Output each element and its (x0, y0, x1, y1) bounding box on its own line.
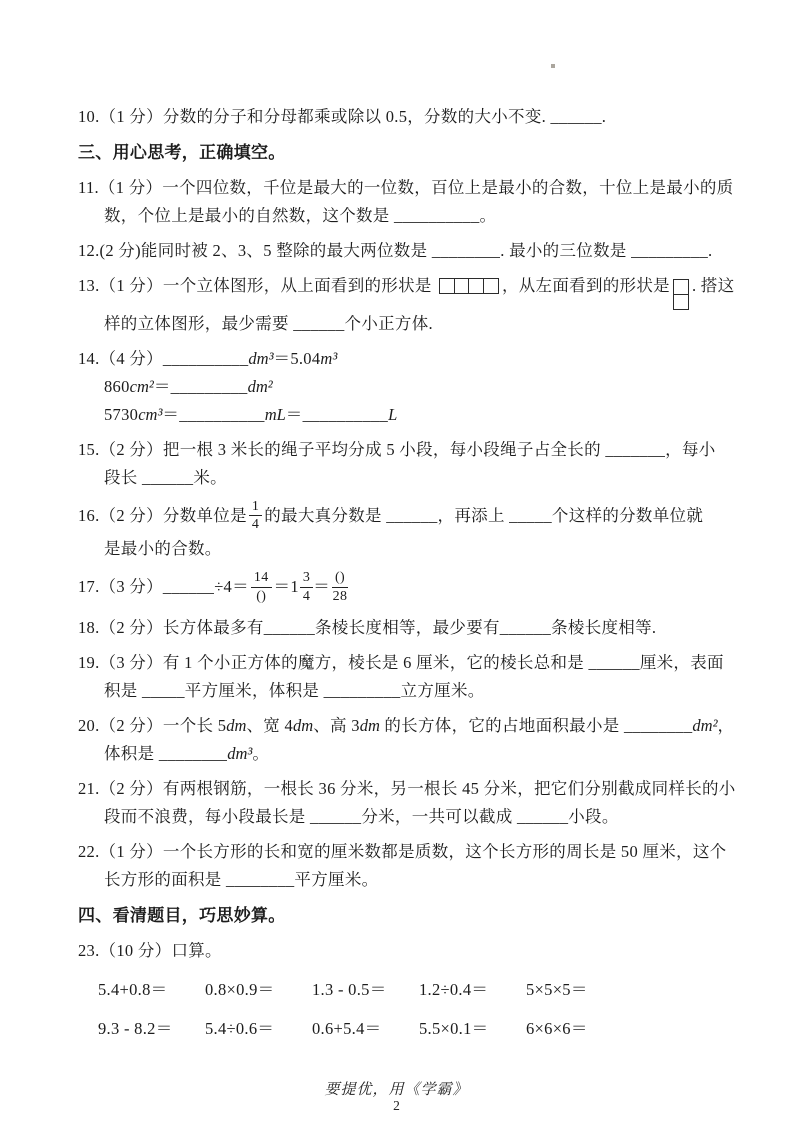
square-cell (454, 278, 470, 294)
oral-calc-item: 1.3 - 0.5＝ (312, 980, 387, 1000)
page-number: 2 (393, 1098, 400, 1113)
oral-calc-item: 0.6+5.4＝ (312, 1019, 382, 1039)
scan-artifact-dot (551, 64, 555, 68)
fraction-denominator: 4 (302, 588, 311, 604)
math-unit: dm³ (227, 744, 253, 764)
text-run: 、高 3 (313, 716, 360, 736)
oral-calc-item: 5.4+0.8＝ (98, 980, 168, 1000)
square-cell (468, 278, 484, 294)
q15-line2 (78, 464, 757, 492)
fraction-denominator: 4 (251, 517, 260, 532)
q23-oral-row2 (78, 1015, 757, 1043)
q19-line2 (78, 677, 757, 705)
text-run: 积是 _____平方厘米，体积是 _________立方厘米。 (104, 681, 485, 701)
math-unit: dm (226, 716, 247, 736)
fraction-numerator: 1 (249, 499, 262, 516)
text-run: 17.（3 分）______÷4＝ (78, 577, 249, 597)
q14-line1 (78, 345, 757, 373)
shape-row (439, 278, 499, 294)
mixed-whole: 1 (290, 577, 299, 597)
text-run: 16.（2 分）分数单位是 (78, 505, 247, 525)
text-run: 的长方体，它的占地面积最小是 ________ (379, 716, 693, 736)
math-unit: dm² (692, 716, 718, 736)
text-run: 样的立体图形，最少需要 ______个小正方体. (104, 313, 433, 333)
q23 (78, 937, 757, 965)
text-run: 12.(2 分)能同时被 2、3、5 整除的最大两位数是 ________. 最小的三位数是 _________. (78, 241, 713, 260)
q16-line2 (78, 535, 757, 563)
q10 (78, 103, 757, 131)
fraction-denominator: 28 (332, 588, 348, 604)
text-run: ＝ (273, 577, 291, 597)
text-run: 11.（1 分）一个四位数，千位是最大的一位数，百位上是最小的合数，十位上是最小的质 (78, 178, 734, 197)
text-run: 19.（3 分）有 1 个小正方体的魔方，棱长是 6 厘米，它的棱长总和是 ______厘米，表面 (78, 653, 724, 673)
oral-calc-item: 0.8×0.9＝ (205, 980, 275, 1000)
section-3-heading (78, 139, 757, 167)
fraction-numerator: 3 (300, 570, 313, 587)
q14-line2 (78, 373, 757, 401)
square-cell (483, 278, 499, 294)
q11-line2 (78, 202, 757, 230)
text-run: 是最小的合数。 (104, 539, 222, 559)
text-run: 18.（2 分）长方体最多有______条棱长度相等，最少要有______条棱长度相等. (78, 618, 657, 638)
text-run: ， (717, 716, 735, 736)
oral-calc-item: 5.4÷0.6＝ (205, 1019, 275, 1039)
text-run: ＝_________ (153, 376, 248, 396)
math-unit: dm² (247, 376, 273, 396)
square-cell (673, 279, 689, 295)
text-run: 体积是 ________ (104, 744, 228, 764)
text-run: 20.（2 分）一个长 5 (78, 716, 227, 736)
q17 (78, 570, 757, 607)
footer-slogan: 要提优，用《学霸》 (324, 1082, 469, 1098)
square-cell (439, 278, 455, 294)
text-run: 段长 ______米。 (104, 467, 227, 487)
text-run: . 搭这 (691, 276, 735, 295)
text-run: 15.（2 分）把一根 3 米长的绳子平均分成 5 小段，每小段绳子占全长的 _______，每小 (78, 439, 716, 459)
square-cell (673, 294, 689, 310)
q21-line2 (78, 803, 757, 831)
math-unit: dm (293, 716, 314, 736)
cube-view-side-shape (673, 279, 689, 310)
q22-line1 (78, 838, 757, 866)
section-4-heading (78, 902, 757, 930)
q19-line1 (78, 649, 757, 677)
fraction-numerator: 14 (251, 570, 272, 587)
fraction (249, 499, 262, 533)
q20-line1 (78, 712, 757, 740)
q20-line2 (78, 740, 757, 768)
oral-calc-item: 5×5×5＝ (526, 980, 588, 1000)
text-run: 长方形的面积是 ________平方厘米。 (104, 870, 379, 890)
text-run: 、宽 4 (246, 716, 294, 736)
text-run: 10.（1 分）分数的分子和分母都乘或除以 0.5，分数的大小不变. ______. (78, 107, 607, 126)
oral-calc-item: 9.3 - 8.2＝ (98, 1019, 173, 1039)
q13-line2 (78, 310, 757, 338)
text-run: 四、看清题目，巧思妙算。 (78, 906, 286, 926)
fraction (251, 570, 272, 604)
text-run: 13.（1 分）一个立体图形，从上面看到的形状是 (78, 276, 437, 295)
math-unit: dm³ (248, 348, 274, 368)
q16-line1 (78, 499, 757, 536)
q18 (78, 614, 757, 642)
oral-calc-item: 5.5×0.1＝ (419, 1019, 489, 1039)
text-run: ＝5.04 (273, 348, 321, 368)
math-unit: dm (359, 716, 380, 736)
text-run: 860 (104, 376, 130, 396)
math-unit: cm² (129, 376, 154, 396)
q22-line2 (78, 866, 757, 894)
math-unit: cm³ (138, 404, 163, 424)
cube-view-top-shape (439, 278, 499, 294)
math-unit: L (388, 404, 398, 424)
math-unit: m³ (320, 348, 338, 368)
text-run: ＝__________ (162, 404, 265, 424)
text-run: 。 (252, 744, 270, 764)
q12 (78, 237, 757, 265)
text-run: 5730 (104, 404, 139, 424)
text-run: ＝ (313, 577, 331, 597)
text-run: 段而不浪费，每小段最长是 ______分米，一共可以截成 ______小段。 (104, 807, 619, 827)
text-run: 23.（10 分）口算。 (78, 941, 222, 961)
shape-row (673, 294, 689, 310)
text-run: ＝__________ (285, 404, 389, 424)
shape-row (673, 279, 689, 295)
text-run: 14.（4 分）__________ (78, 348, 249, 368)
oral-calc-item: 6×6×6＝ (526, 1019, 588, 1039)
math-unit: mL (264, 404, 286, 424)
q11-line1 (78, 174, 757, 202)
q14-line3 (78, 401, 757, 429)
text-run: ，从左面看到的形状是 (501, 276, 670, 295)
oral-calc-item: 1.2÷0.4＝ (419, 980, 489, 1000)
fraction-numerator: () (332, 570, 348, 587)
mixed-number (290, 570, 313, 604)
fraction-denominator: () (256, 588, 267, 604)
q13-line1 (78, 272, 757, 310)
text-run: 21.（2 分）有两根钢筋，一根长 36 分米，另一根长 45 分米，把它们分别截成同样长的小 (78, 779, 736, 799)
fraction (332, 570, 348, 604)
fraction (300, 570, 313, 604)
text-run: 数，个位上是最小的自然数，这个数是 __________。 (104, 206, 497, 225)
q21-line1 (78, 775, 757, 803)
text-run: 的最大真分数是 ______，再添上 _____个这样的分数单位就 (264, 505, 704, 525)
q23-oral-row1 (78, 976, 757, 1004)
q15-line1 (78, 436, 757, 464)
text-run: 三、用心思考，正确填空。 (78, 143, 286, 162)
text-run: 22.（1 分）一个长方形的长和宽的厘米数都是质数，这个长方形的周长是 50 厘米，这个 (78, 842, 727, 862)
